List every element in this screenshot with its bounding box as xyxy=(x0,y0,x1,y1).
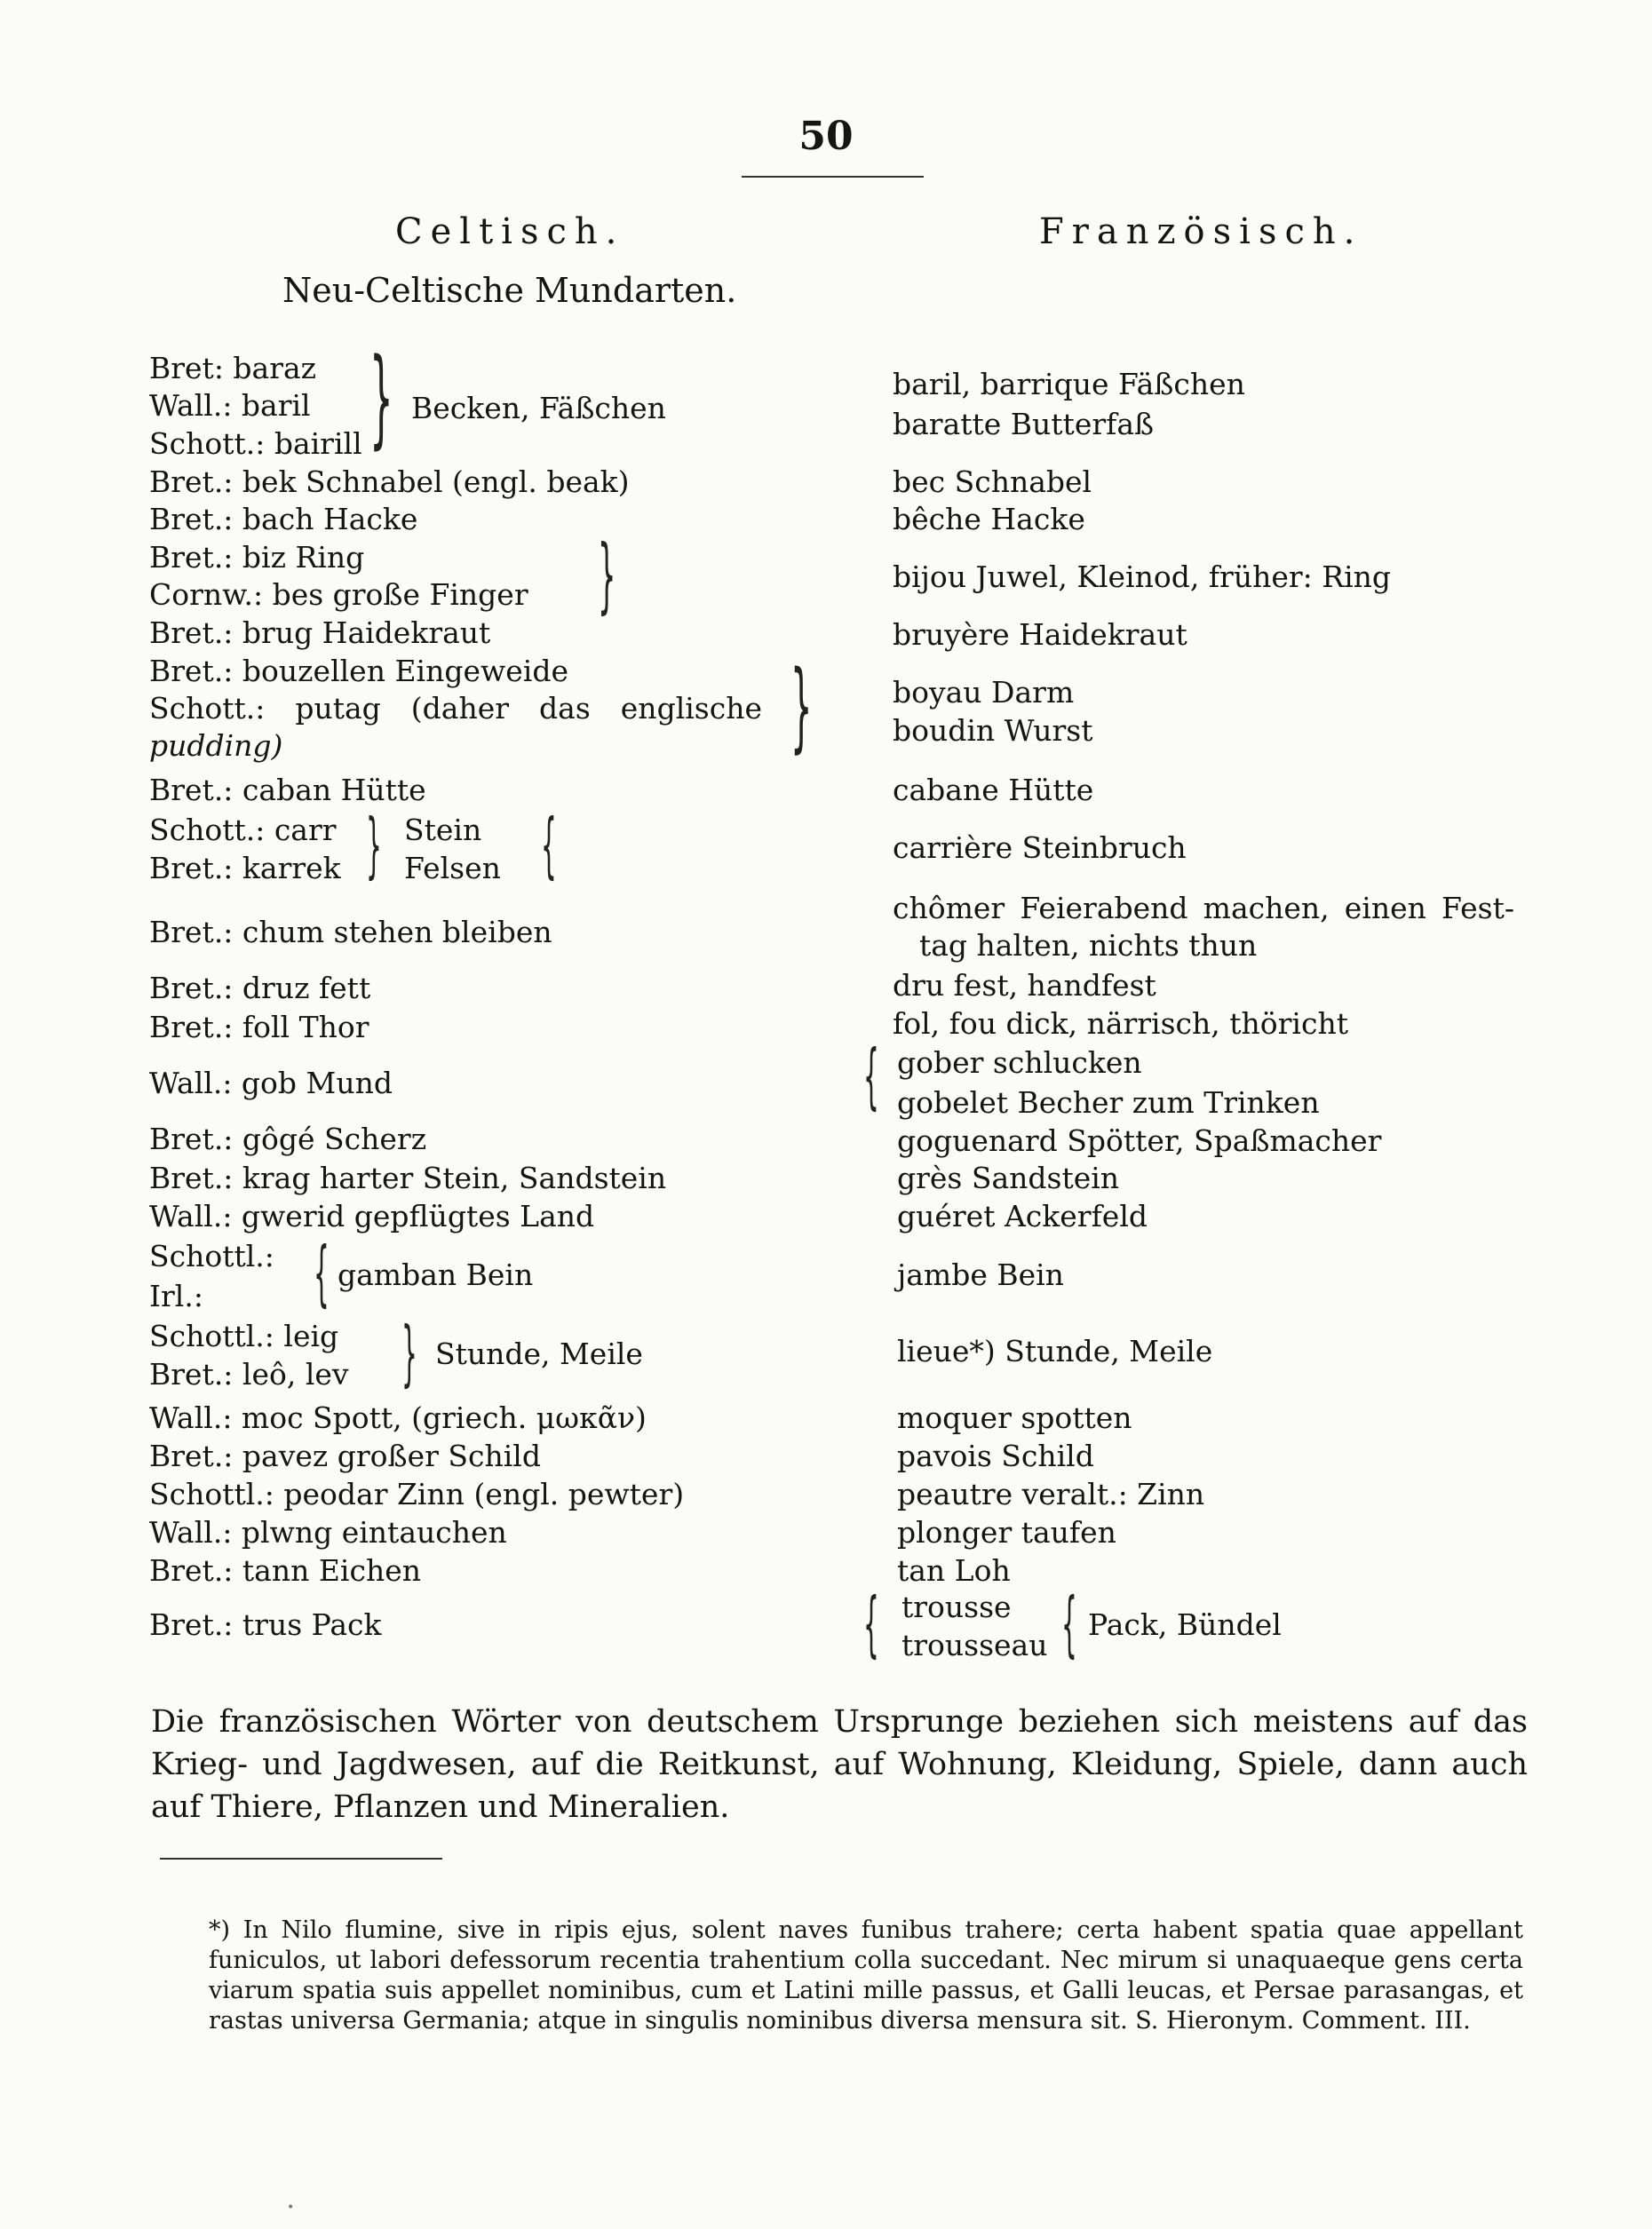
left-entry: Bret.: tann Eichen xyxy=(149,1553,422,1588)
right-entry: fol, fou dick, närrisch, thöricht xyxy=(893,1006,1348,1041)
left-entry: Schott.: putag (daher das englische xyxy=(149,691,762,726)
brace-glyph: } xyxy=(790,649,813,763)
left-gloss: Stein xyxy=(404,813,482,847)
right-entry: jambe Bein xyxy=(897,1257,1064,1292)
header-rule xyxy=(742,176,924,178)
right-entry: plonger taufen xyxy=(897,1515,1116,1550)
right-entry: pavois Schild xyxy=(897,1439,1094,1473)
right-entry: baratte Butterfaß xyxy=(893,407,1155,441)
right-entry: gober schlucken xyxy=(897,1045,1142,1080)
left-entry: Schott.: carr xyxy=(149,813,337,847)
brace-glyph: } xyxy=(401,1312,417,1394)
left-entry xyxy=(149,728,282,764)
right-entry: boyau Darm xyxy=(893,675,1075,710)
left-entry: Bret.: biz Ring xyxy=(149,540,365,575)
right-entry: bêche Hacke xyxy=(893,502,1085,536)
left-entry: Bret.: caban Hütte xyxy=(149,773,426,807)
right-entry: moquer spotten xyxy=(897,1400,1132,1435)
left-entry: Bret.: karrek xyxy=(149,851,341,885)
left-entry: Cornw.: bes große Finger xyxy=(149,577,528,612)
brace-glyph: } xyxy=(598,528,616,623)
left-column-subtitle: Neu-Celtische Mundarten. xyxy=(282,271,737,310)
left-entry: Bret.: foll Thor xyxy=(149,1010,369,1044)
footnote: *) In Nilo flumine, sive in ripis ejus, solent naves funibus trahere; certa habent spatia quae appellant funiculos, ut labori defessorum recentia trahentium colla succedant. Nec mirum si unaquaeque gens certa viarum spatia suis appellet nominibus, cum et Latini mille passus, et Galli leucas, et Persae parasangas, et rastas universa Germania; atque in singulis nominibus diversa mensura sit. S. Hieronym. Comment. III. xyxy=(209,1916,1523,2035)
left-entry: Bret.: gôgé Scherz xyxy=(149,1122,427,1156)
page-number: 50 xyxy=(798,114,854,159)
left-entry: Bret.: chum stehen bleiben xyxy=(149,915,552,949)
right-entry: lieue*) Stunde, Meile xyxy=(897,1334,1213,1368)
left-entry: Bret.: pavez großer Schild xyxy=(149,1439,541,1473)
right-entry: carrière Steinbruch xyxy=(893,830,1187,865)
right-entry: boudin Wurst xyxy=(893,713,1093,748)
left-gloss: Felsen xyxy=(404,851,501,885)
left-entry: Bret.: druz fett xyxy=(149,971,371,1005)
left-gloss: Becken, Fäßchen xyxy=(411,391,666,425)
right-entry: baril, barrique Fäßchen xyxy=(893,367,1245,401)
left-entry: Wall.: plwng eintauchen xyxy=(149,1515,507,1550)
right-entry: tag halten, nichts thun xyxy=(919,928,1258,963)
right-entry: tan Loh xyxy=(897,1553,1011,1588)
right-entry: cabane Hütte xyxy=(893,773,1094,807)
left-entry: Wall.: gwerid gepflügtes Land xyxy=(149,1199,595,1233)
right-entry: dru fest, handfest xyxy=(893,968,1156,1003)
left-entry: Irl.: xyxy=(149,1279,203,1313)
left-entry: Bret: baraz xyxy=(149,351,317,385)
right-entry: peautre veralt.: Zinn xyxy=(897,1477,1205,1511)
right-gloss: Pack, Bündel xyxy=(1088,1607,1282,1642)
brace-glyph: } xyxy=(369,337,393,460)
right-entry: bruyère Haidekraut xyxy=(893,617,1187,652)
footnote-rule xyxy=(160,1858,442,1860)
left-entry: Schottl.: leig xyxy=(149,1319,339,1353)
right-entry: grès Sandstein xyxy=(897,1161,1120,1195)
left-entry: Bret.: brug Haidekraut xyxy=(149,615,491,650)
brace-glyph: { xyxy=(541,804,557,886)
right-entry: gobelet Becher zum Trinken xyxy=(897,1085,1320,1120)
left-entry: Bret.: bouzellen Eingeweide xyxy=(149,654,568,688)
left-entry: Wall.: moc Spott, (griech. μωκᾶν) xyxy=(149,1400,647,1435)
left-entry: Bret.: bek Schnabel (engl. beak) xyxy=(149,464,630,499)
left-entry: Schottl.: peodar Zinn (engl. pewter) xyxy=(149,1477,685,1511)
right-entry: bec Schnabel xyxy=(893,464,1092,499)
body-paragraph: Die französischen Wörter von deutschem Ursprunge beziehen sich meistens auf das Krieg- und Jagdwesen, auf die Reitkunst, auf Wohnung, Kleidung, Spiele, dann auch auf Thiere, Pflanzen und Mineralien. xyxy=(151,1704,1528,1825)
left-entry: Bret.: trus Pack xyxy=(149,1607,382,1642)
right-column-title: Französisch. xyxy=(1039,211,1363,252)
brace-glyph: { xyxy=(863,1035,879,1117)
right-entry: guéret Ackerfeld xyxy=(897,1199,1148,1233)
right-entry: trousse xyxy=(901,1590,1012,1624)
brace-glyph: { xyxy=(863,1583,879,1665)
left-entry: Bret.: krag harter Stein, Sandstein xyxy=(149,1161,667,1195)
left-entry: Wall.: gob Mund xyxy=(149,1066,393,1100)
right-entry: bijou Juwel, Kleinod, früher: Ring xyxy=(893,559,1392,594)
right-entry: goguenard Spötter, Spaßmacher xyxy=(897,1123,1382,1158)
italic-word: pudding) xyxy=(149,728,283,763)
left-gloss: Stunde, Meile xyxy=(435,1337,643,1371)
brace-glyph: { xyxy=(1061,1583,1077,1665)
right-entry: chômer Feierabend machen, einen Fest- xyxy=(893,891,1514,925)
left-column-title: Celtisch. xyxy=(395,211,625,252)
left-gloss: gamban Bein xyxy=(338,1257,534,1292)
print-speck: • xyxy=(287,2201,295,2215)
left-entry: Schott.: bairill xyxy=(149,426,362,461)
left-entry: Bret.: bach Hacke xyxy=(149,502,418,536)
left-entry: Wall.: baril xyxy=(149,388,311,423)
left-entry: Bret.: leô, lev xyxy=(149,1357,349,1392)
right-entry: trousseau xyxy=(901,1628,1048,1662)
left-entry: Schottl.: xyxy=(149,1239,274,1273)
brace-glyph: } xyxy=(366,804,382,886)
brace-glyph: { xyxy=(314,1232,330,1314)
